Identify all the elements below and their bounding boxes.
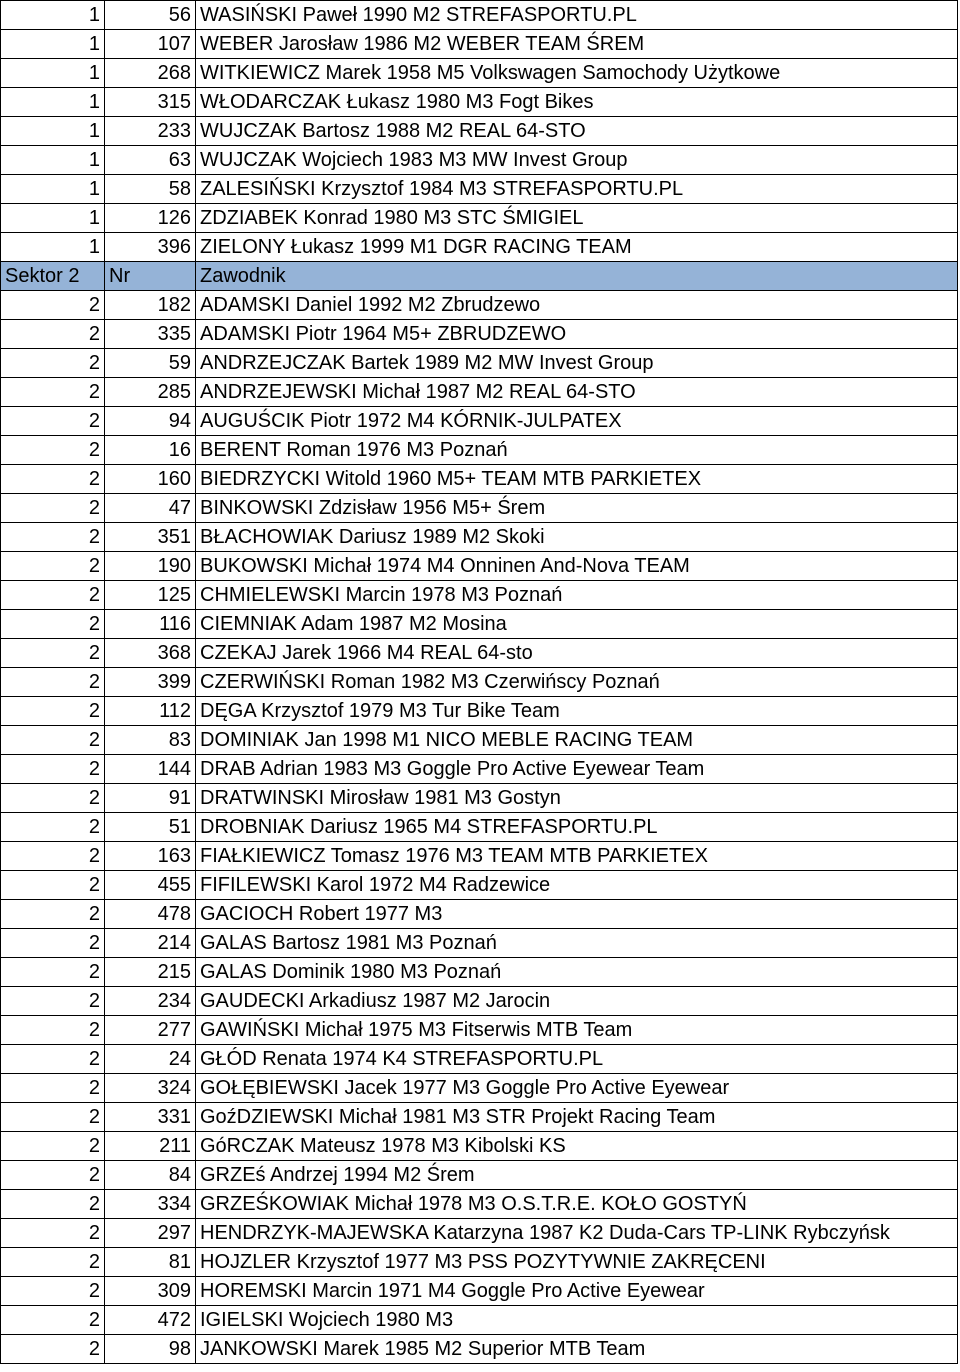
sector-cell: 2 (1, 842, 105, 871)
sector-cell: 1 (1, 30, 105, 59)
table-row (1, 175, 958, 204)
table-row (1, 30, 958, 59)
rider-cell: GRZEś Andrzej 1994 M2 Śrem (196, 1161, 958, 1190)
sector-cell: 2 (1, 784, 105, 813)
nr-cell: 126 (105, 204, 196, 233)
rider-cell: WŁODARCZAK Łukasz 1980 M3 Fogt Bikes (196, 88, 958, 117)
sector-cell: 2 (1, 436, 105, 465)
rider-cell: BŁACHOWIAK Dariusz 1989 M2 Skoki (196, 523, 958, 552)
sector-cell: 2 (1, 987, 105, 1016)
nr-cell: 112 (105, 697, 196, 726)
table-row (1, 726, 958, 755)
rider-cell: DĘGA Krzysztof 1979 M3 Tur Bike Team (196, 697, 958, 726)
nr-cell: 98 (105, 1335, 196, 1364)
nr-cell: 233 (105, 117, 196, 146)
rider-cell: HOREMSKI Marcin 1971 M4 Goggle Pro Active Eyewear (196, 1277, 958, 1306)
table-row (1, 204, 958, 233)
nr-cell: 125 (105, 581, 196, 610)
rider-cell: CHMIELEWSKI Marcin 1978 M3 Poznań (196, 581, 958, 610)
sector-cell: 2 (1, 1016, 105, 1045)
nr-cell: 324 (105, 1074, 196, 1103)
nr-cell: 84 (105, 1161, 196, 1190)
rider-cell: WUJCZAK Bartosz 1988 M2 REAL 64-STO (196, 117, 958, 146)
nr-cell: 63 (105, 146, 196, 175)
nr-cell: 351 (105, 523, 196, 552)
table-row (1, 1074, 958, 1103)
nr-cell: 368 (105, 639, 196, 668)
rider-cell: WITKIEWICZ Marek 1958 M5 Volkswagen Samochody Użytkowe (196, 59, 958, 88)
sector-cell: 2 (1, 1161, 105, 1190)
table-row (1, 1219, 958, 1248)
nr-cell: 285 (105, 378, 196, 407)
sector-cell: 2 (1, 929, 105, 958)
rider-cell: DOMINIAK Jan 1998 M1 NICO MEBLE RACING TEAM (196, 726, 958, 755)
table-row (1, 233, 958, 262)
rider-cell: GoźDZIEWSKI Michał 1981 M3 STR Projekt Racing Team (196, 1103, 958, 1132)
table-row (1, 1306, 958, 1335)
sector-cell: 2 (1, 1045, 105, 1074)
sector-cell: 2 (1, 1277, 105, 1306)
sector-header-row (1, 262, 958, 291)
rider-cell: CZEKAJ Jarek 1966 M4 REAL 64-sto (196, 639, 958, 668)
table-row (1, 552, 958, 581)
rider-cell: ZIELONY Łukasz 1999 M1 DGR RACING TEAM (196, 233, 958, 262)
rider-cell: GACIOCH Robert 1977 M3 (196, 900, 958, 929)
sector-cell: 1 (1, 204, 105, 233)
sector-cell: 2 (1, 494, 105, 523)
table-row (1, 1, 958, 30)
table-row (1, 842, 958, 871)
table-row (1, 697, 958, 726)
sector-cell: 2 (1, 958, 105, 987)
rider-cell: DRAB Adrian 1983 M3 Goggle Pro Active Eyewear Team (196, 755, 958, 784)
table-row (1, 1335, 958, 1364)
table-row (1, 1045, 958, 1074)
rider-cell: WASIŃSKI Paweł 1990 M2 STREFASPORTU.PL (196, 1, 958, 30)
sector-cell: 1 (1, 88, 105, 117)
sector-cell: 2 (1, 1190, 105, 1219)
rider-cell: HOJZLER Krzysztof 1977 M3 PSS POZYTYWNIE ZAKRĘCENI (196, 1248, 958, 1277)
table-row (1, 291, 958, 320)
rider-cell: DROBNIAK Dariusz 1965 M4 STREFASPORTU.PL (196, 813, 958, 842)
table-row (1, 436, 958, 465)
table-row (1, 407, 958, 436)
rider-cell: ADAMSKI Daniel 1992 M2 Zbrudzewo (196, 291, 958, 320)
table-row (1, 871, 958, 900)
sector-cell: 2 (1, 1306, 105, 1335)
nr-cell: 335 (105, 320, 196, 349)
table-row (1, 987, 958, 1016)
nr-cell: 331 (105, 1103, 196, 1132)
sector-cell: 1 (1, 175, 105, 204)
table-row (1, 581, 958, 610)
table-row (1, 59, 958, 88)
nr-cell: 144 (105, 755, 196, 784)
rider-cell: CZERWIŃSKI Roman 1982 M3 Czerwińscy Poznań (196, 668, 958, 697)
nr-cell: 190 (105, 552, 196, 581)
nr-cell: 81 (105, 1248, 196, 1277)
sector-cell: 1 (1, 117, 105, 146)
nr-cell: 211 (105, 1132, 196, 1161)
sector-cell: 2 (1, 378, 105, 407)
nr-cell: 47 (105, 494, 196, 523)
results-table-body (1, 1, 958, 1364)
rider-cell: GALAS Bartosz 1981 M3 Poznań (196, 929, 958, 958)
table-row (1, 1190, 958, 1219)
table-row (1, 1277, 958, 1306)
table-row (1, 813, 958, 842)
rider-cell: IGIELSKI Wojciech 1980 M3 (196, 1306, 958, 1335)
table-row (1, 146, 958, 175)
table-row (1, 349, 958, 378)
rider-cell: ZALESIŃSKI Krzysztof 1984 M3 STREFASPORTU.PL (196, 175, 958, 204)
sector-cell: 2 (1, 639, 105, 668)
table-row (1, 958, 958, 987)
sector-cell: 2 (1, 813, 105, 842)
rider-cell: GóRCZAK Mateusz 1978 M3 Kibolski KS (196, 1132, 958, 1161)
nr-cell: 277 (105, 1016, 196, 1045)
sector-cell: 2 (1, 291, 105, 320)
rider-cell: WEBER Jarosław 1986 M2 WEBER TEAM ŚREM (196, 30, 958, 59)
table-row (1, 117, 958, 146)
table-row (1, 755, 958, 784)
rider-cell: BINKOWSKI Zdzisław 1956 M5+ Śrem (196, 494, 958, 523)
nr-cell: 399 (105, 668, 196, 697)
rider-cell: BUKOWSKI Michał 1974 M4 Onninen And-Nova TEAM (196, 552, 958, 581)
sector-cell: 2 (1, 1248, 105, 1277)
sector-cell: 2 (1, 1132, 105, 1161)
nr-cell: 83 (105, 726, 196, 755)
nr-cell: 116 (105, 610, 196, 639)
sector-label-cell: Sektor 2 (1, 262, 105, 291)
nr-cell: 24 (105, 1045, 196, 1074)
nr-cell: 215 (105, 958, 196, 987)
rider-cell: GAWIŃSKI Michał 1975 M3 Fitserwis MTB Team (196, 1016, 958, 1045)
sector-cell: 2 (1, 552, 105, 581)
nr-cell: 160 (105, 465, 196, 494)
rider-cell: ANDRZEJEWSKI Michał 1987 M2 REAL 64-STO (196, 378, 958, 407)
rider-cell: BIEDRZYCKI Witold 1960 M5+ TEAM MTB PARKIETEX (196, 465, 958, 494)
zawodnik-header-cell: Zawodnik (196, 262, 958, 291)
sector-cell: 2 (1, 697, 105, 726)
sector-cell: 2 (1, 871, 105, 900)
table-row (1, 494, 958, 523)
rider-cell: DRATWINSKI Mirosław 1981 M3 Gostyn (196, 784, 958, 813)
table-row (1, 929, 958, 958)
nr-cell: 315 (105, 88, 196, 117)
table-row (1, 1161, 958, 1190)
table-row (1, 610, 958, 639)
nr-cell: 182 (105, 291, 196, 320)
table-row (1, 1132, 958, 1161)
rider-cell: ADAMSKI Piotr 1964 M5+ ZBRUDZEWO (196, 320, 958, 349)
nr-cell: 309 (105, 1277, 196, 1306)
table-row (1, 639, 958, 668)
sector-cell: 2 (1, 349, 105, 378)
sector-cell: 1 (1, 1, 105, 30)
sector-cell: 2 (1, 1103, 105, 1132)
table-row (1, 668, 958, 697)
nr-cell: 396 (105, 233, 196, 262)
nr-cell: 478 (105, 900, 196, 929)
rider-cell: GALAS Dominik 1980 M3 Poznań (196, 958, 958, 987)
nr-cell: 234 (105, 987, 196, 1016)
sector-cell: 2 (1, 1335, 105, 1364)
table-row (1, 88, 958, 117)
sector-cell: 2 (1, 1074, 105, 1103)
sector-cell: 2 (1, 900, 105, 929)
rider-cell: BERENT Roman 1976 M3 Poznań (196, 436, 958, 465)
nr-cell: 94 (105, 407, 196, 436)
sector-cell: 2 (1, 523, 105, 552)
rider-cell: GAUDECKI Arkadiusz 1987 M2 Jarocin (196, 987, 958, 1016)
sector-cell: 2 (1, 610, 105, 639)
rider-cell: CIEMNIAK Adam 1987 M2 Mosina (196, 610, 958, 639)
rider-cell: ANDRZEJCZAK Bartek 1989 M2 MW Invest Group (196, 349, 958, 378)
rider-cell: JANKOWSKI Marek 1985 M2 Superior MTB Team (196, 1335, 958, 1364)
nr-cell: 91 (105, 784, 196, 813)
sector-cell: 2 (1, 726, 105, 755)
rider-cell: GRZEŚKOWIAK Michał 1978 M3 O.S.T.R.E. KOŁO GOSTYŃ (196, 1190, 958, 1219)
nr-cell: 472 (105, 1306, 196, 1335)
rider-cell: FIAŁKIEWICZ Tomasz 1976 M3 TEAM MTB PARKIETEX (196, 842, 958, 871)
rider-cell: FIFILEWSKI Karol 1972 M4 Radzewice (196, 871, 958, 900)
table-row (1, 900, 958, 929)
table-row (1, 1103, 958, 1132)
sector-cell: 1 (1, 59, 105, 88)
rider-cell: ZDZIABEK Konrad 1980 M3 STC ŚMIGIEL (196, 204, 958, 233)
sector-cell: 2 (1, 407, 105, 436)
rider-cell: HENDRZYK-MAJEWSKA Katarzyna 1987 K2 Duda-Cars TP-LINK Rybczyńsk (196, 1219, 958, 1248)
sector-cell: 1 (1, 146, 105, 175)
rider-cell: WUJCZAK Wojciech 1983 M3 MW Invest Group (196, 146, 958, 175)
nr-cell: 163 (105, 842, 196, 871)
nr-cell: 16 (105, 436, 196, 465)
rider-cell: AUGUŚCIK Piotr 1972 M4 KÓRNIK-JULPATEX (196, 407, 958, 436)
sector-cell: 2 (1, 581, 105, 610)
table-row (1, 1248, 958, 1277)
nr-cell: 268 (105, 59, 196, 88)
nr-cell: 455 (105, 871, 196, 900)
nr-cell: 56 (105, 1, 196, 30)
sector-cell: 2 (1, 320, 105, 349)
sector-cell: 2 (1, 1219, 105, 1248)
table-row (1, 465, 958, 494)
table-row (1, 378, 958, 407)
nr-header-cell: Nr (105, 262, 196, 291)
nr-cell: 334 (105, 1190, 196, 1219)
nr-cell: 214 (105, 929, 196, 958)
rider-cell: GOŁĘBIEWSKI Jacek 1977 M3 Goggle Pro Active Eyewear (196, 1074, 958, 1103)
sector-cell: 2 (1, 668, 105, 697)
table-row (1, 523, 958, 552)
nr-cell: 297 (105, 1219, 196, 1248)
sector-cell: 2 (1, 755, 105, 784)
rider-cell: GŁÓD Renata 1974 K4 STREFASPORTU.PL (196, 1045, 958, 1074)
table-row (1, 784, 958, 813)
sector-cell: 1 (1, 233, 105, 262)
nr-cell: 59 (105, 349, 196, 378)
table-row (1, 320, 958, 349)
nr-cell: 107 (105, 30, 196, 59)
nr-cell: 58 (105, 175, 196, 204)
table-row (1, 1016, 958, 1045)
sector-cell: 2 (1, 465, 105, 494)
nr-cell: 51 (105, 813, 196, 842)
